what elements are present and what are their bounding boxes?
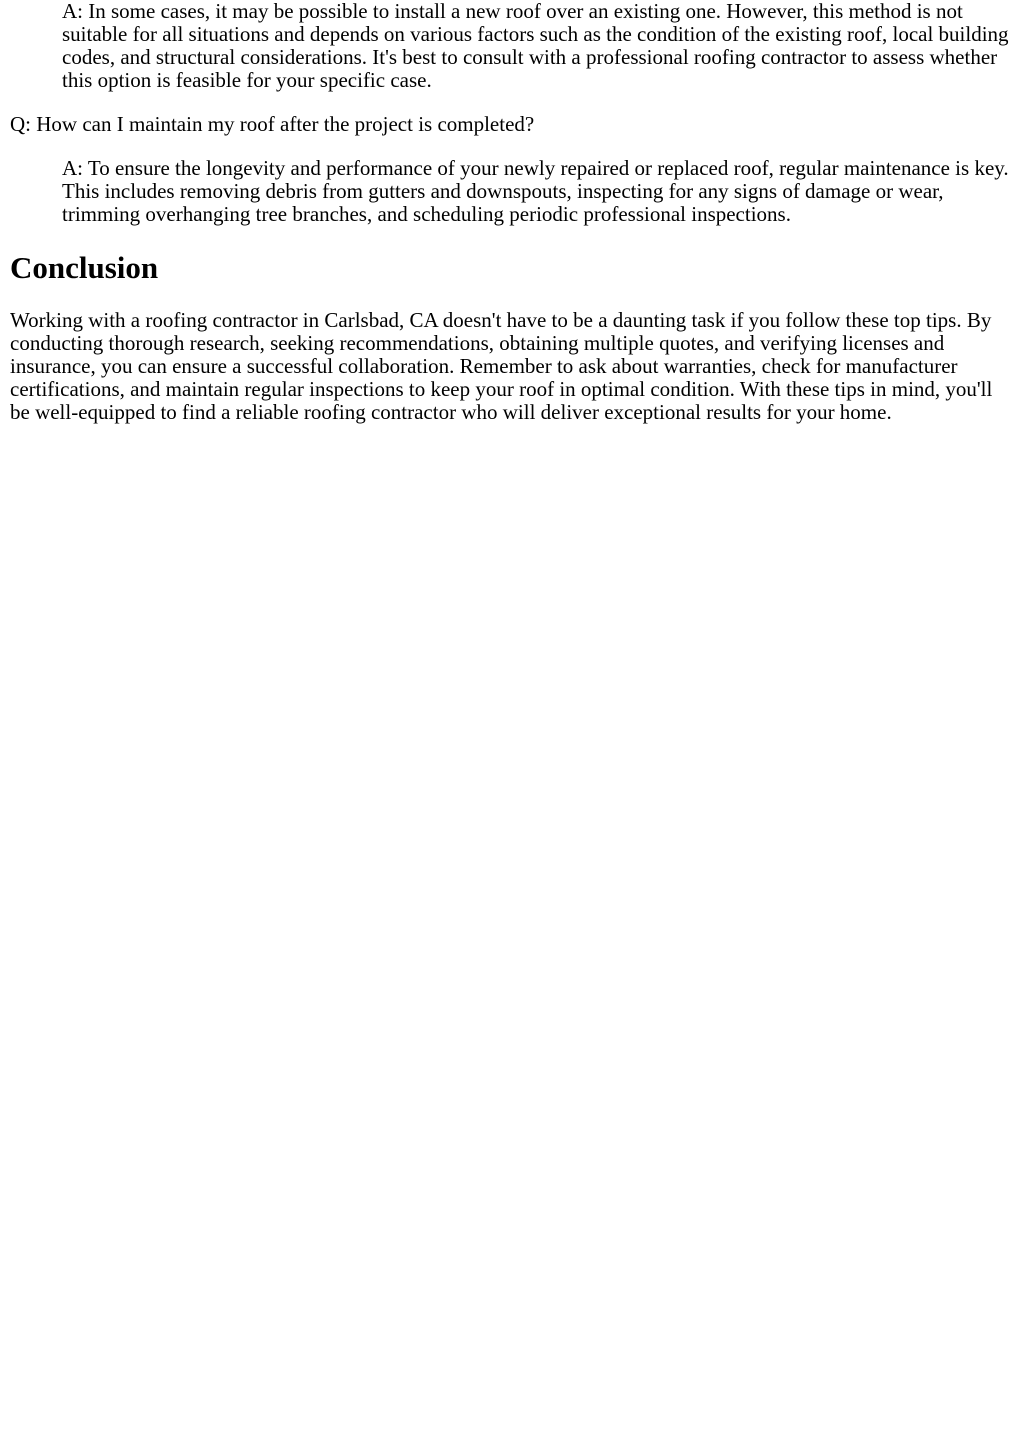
conclusion-paragraph: Working with a roofing contractor in Carlsbad, CA doesn't have to be a daunting task if you follow these top tips. By conducting thorough research, seeking recommendations, obtaining multiple quotes, and verifying licenses and insurance, you can ensure a successful collaboration. Remember to ask about warranties, check for manufacturer certifications, and maintain regular inspections to keep your roof in optimal condition. With these tips in mind, you'll be well-equipped to find a reliable roofing contractor who will deliver exceptional results for your home. xyxy=(10,308,993,424)
conclusion-heading: Conclusion xyxy=(10,250,159,285)
faq-answer-maintenance: A: To ensure the longevity and performance of your newly repaired or replaced roof, regular maintenance is key. This includes removing debris from gutters and downspouts, inspecting for any signs of damage or wear, trimming overhanging tree branches, and scheduling periodic professional inspections. xyxy=(62,156,1009,226)
faq-question-maintenance: Q: How can I maintain my roof after the project is completed? xyxy=(10,112,535,136)
article-page xyxy=(0,0,1024,424)
faq-answer-reroof-over-existing: A: In some cases, it may be possible to install a new roof over an existing one. However, this method is not suitable for all situations and depends on various factors such as the condition of the existing roof, local building codes, and structural considerations. It's best to consult with a professional roofing contractor to assess whether this option is feasible for your specific case. xyxy=(62,0,1009,92)
